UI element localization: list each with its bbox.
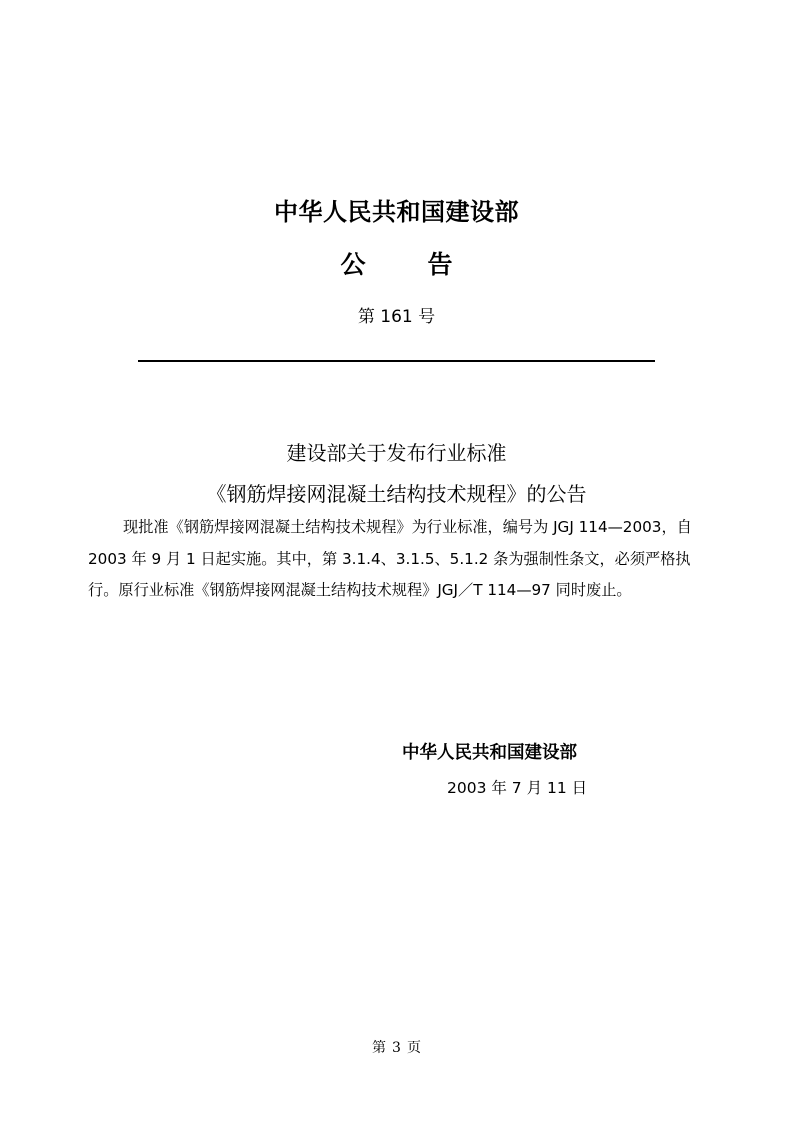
page-prefix: 第 [372,1040,387,1056]
page-footer [0,1037,793,1057]
notice-heading-char-1: 公 [340,250,366,279]
body-line: 现批准《钢筋焊接网混凝土结构技术规程》为行业标准，编号为 JGJ 114—2003，自 [123,518,692,536]
subject-title-line-2: 《钢筋焊接网混凝土结构技术规程》的公告 [206,482,587,506]
signature-organization: 中华人民共和国建设部 [402,743,577,763]
body-line: 2003 年 9 月 1 日起实施。其中，第 3.1.4、3.1.5、5.1.2 条为强制性条文，必须严格执 [88,549,691,568]
notice-number: 第 161 号 [357,307,436,327]
page-suffix: 页 [406,1040,421,1056]
body-line: 行。原行业标准《钢筋焊接网混凝土结构技术规程》JGJ／T 114—97 同时废止。 [88,581,632,599]
page-number: 3 [392,1040,401,1056]
header-divider [138,360,655,362]
announcement-body [88,512,708,607]
ministry-title: 中华人民共和国建设部 [274,198,519,226]
notice-heading-char-2: 告 [427,250,453,279]
subject-title-line-1: 建设部关于发布行业标准 [286,441,507,465]
notice-heading [0,245,793,281]
signature-date: 2003 年 7 月 11 日 [447,779,588,797]
